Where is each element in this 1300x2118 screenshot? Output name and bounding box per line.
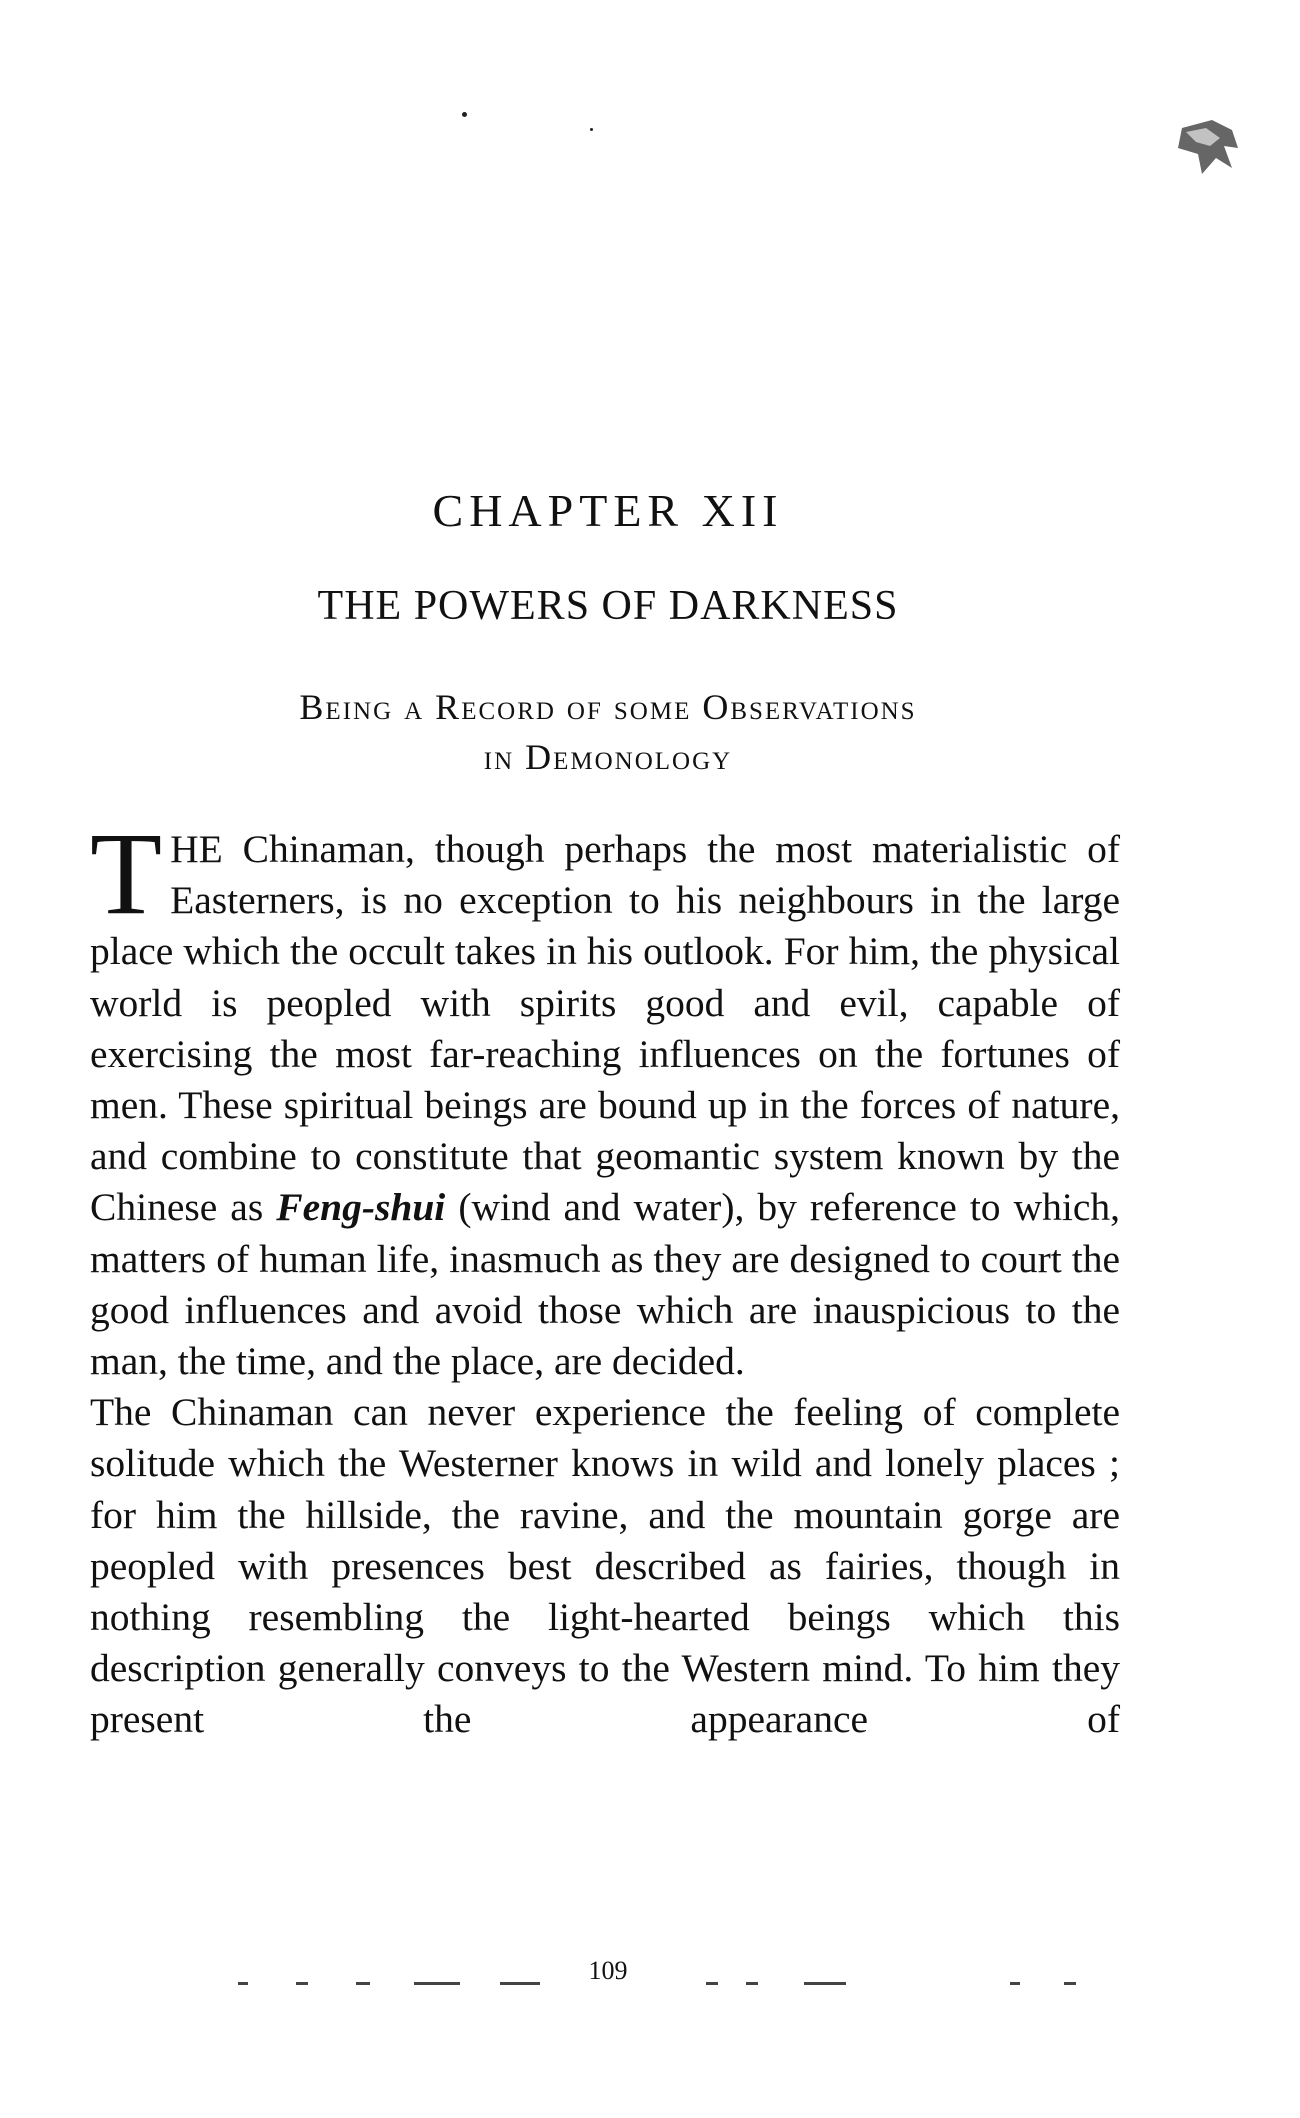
- paragraph-1: [90, 808, 1120, 1387]
- chapter-body: [90, 808, 1120, 1746]
- chapter-subtitle: [0, 682, 1216, 782]
- page-number: 109: [588, 1956, 628, 1985]
- subtitle-line-1: Being a Record of some Observations: [299, 687, 917, 727]
- bleed-through-mark: [500, 1982, 540, 1985]
- bleed-through-mark: [296, 1982, 308, 1985]
- drop-cap: T: [90, 808, 163, 939]
- bleed-through-mark: [238, 1982, 248, 1985]
- bleed-through-mark: [356, 1982, 370, 1985]
- ink-blot-mark: [1172, 118, 1242, 188]
- bleed-through-mark: [706, 1982, 718, 1985]
- scan-speck: [462, 112, 467, 117]
- chapter-number: CHAPTER XII: [432, 485, 784, 536]
- scan-speck: [590, 128, 593, 131]
- subtitle-line-2: in Demonology: [483, 737, 733, 777]
- paragraph-1-text-b: (wind and water), by reference to which, matters of human life, inasmuch as they are designed to court the good influences and avoid those which are inauspicious to the man, the time, and the place, are decided.: [90, 1185, 1120, 1384]
- feng-shui-term: Feng-shui: [276, 1185, 446, 1230]
- bleed-through-mark: [414, 1982, 460, 1985]
- bleed-through-mark: [1010, 1982, 1020, 1985]
- bleed-through-mark: [1064, 1982, 1076, 1985]
- chapter-title: THE POWERS OF DARKNESS: [317, 583, 899, 629]
- paragraph-1-text-a: HE Chinaman, though perhaps the most materialistic of Easterners, is no exception to his neighbours in the large place which the occult takes in his outlook. For him, the physical world is peopled with spirits good and evil, capable of exercising the most far-reaching influences on the fortunes of men. These spiritual beings are bound up in the forces of nature, and combine to constitute that geomantic system known by the Chinese as: [90, 827, 1120, 1230]
- bleed-through-mark: [746, 1982, 758, 1985]
- paragraph-2-text: The Chinaman can never experience the feeling of complete solitude which the Westerner knows in wild and lonely places ; for him the hillside, the ravine, and the mountain gorge are peopled with presences best described as fairies, though in nothing resembling the light-hearted beings which this description generally conveys to the Western mind. To him they present the appearance of: [90, 1390, 1120, 1742]
- bleed-through-mark: [804, 1982, 846, 1985]
- paragraph-2: [90, 1387, 1120, 1745]
